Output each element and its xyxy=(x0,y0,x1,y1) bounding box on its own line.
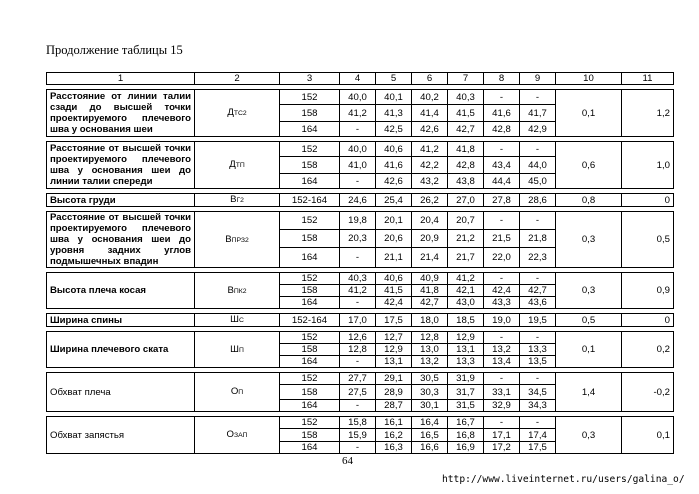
symbol-subscript: П xyxy=(238,346,244,354)
difference-cell: 0 xyxy=(622,314,674,327)
symbol-subscript: ПК2 xyxy=(233,287,247,295)
symbol-subscript: С xyxy=(238,317,244,324)
table-caption: Продолжение таблицы 15 xyxy=(46,43,183,57)
measurement-name: Высота груди xyxy=(47,194,195,207)
measurement-symbol: ВПК2 xyxy=(195,273,280,309)
value-cell: - xyxy=(340,297,376,309)
value-cell: - xyxy=(340,356,376,368)
measurement-name: Высота плеча косая xyxy=(47,273,195,309)
value-cell: 43,0 xyxy=(448,297,484,309)
value-cell: - xyxy=(520,90,556,105)
source-url: http://www.liveinternet.ru/users/galina_o/ xyxy=(442,474,685,485)
value-cell: 13,0 xyxy=(412,344,448,356)
height-cell: 158 xyxy=(280,105,340,122)
value-cell: 42,2 xyxy=(412,157,448,174)
value-cell: 20,7 xyxy=(448,212,484,230)
value-cell: 21,2 xyxy=(448,229,484,247)
interval-cell: 0,1 xyxy=(556,90,622,137)
interval-cell: 0,3 xyxy=(556,273,622,309)
measurement-name: Расстояние от линии талии сзади до высшей точки проектируемого плечевого шва у основания шеи xyxy=(47,90,195,137)
value-cell: 15,8 xyxy=(340,417,376,429)
value-cell: 42,7 xyxy=(448,122,484,137)
value-cell: 42,8 xyxy=(484,122,520,137)
interval-cell: 0,1 xyxy=(556,332,622,368)
height-cell: 164 xyxy=(280,247,340,267)
header-cell: 8 xyxy=(484,73,520,85)
value-cell: 13,1 xyxy=(376,356,412,368)
value-cell: 21,7 xyxy=(448,247,484,267)
value-cell: 16,8 xyxy=(448,429,484,442)
value-cell: 40,1 xyxy=(376,90,412,105)
measurement-symbol: ВПРЗ2 xyxy=(195,212,280,268)
header-cell: 1 xyxy=(47,73,195,85)
height-cell: 152 xyxy=(280,373,340,385)
value-cell: 41,5 xyxy=(448,105,484,122)
header-cell: 6 xyxy=(412,73,448,85)
difference-cell: -0,2 xyxy=(622,373,674,412)
symbol-subscript: ЗАП xyxy=(234,432,248,439)
value-cell: 40,0 xyxy=(340,142,376,157)
measurement-symbol: ШС xyxy=(195,314,280,327)
value-cell: - xyxy=(340,400,376,412)
value-cell: 13,4 xyxy=(484,356,520,368)
height-cell: 152 xyxy=(280,417,340,429)
value-cell: 19,0 xyxy=(484,314,520,327)
interval-cell: 0,5 xyxy=(556,314,622,327)
value-cell: 32,9 xyxy=(484,400,520,412)
value-cell: 41,8 xyxy=(448,142,484,157)
header-cell: 10 xyxy=(556,73,622,85)
header-row xyxy=(47,73,674,85)
value-cell: 15,9 xyxy=(340,429,376,442)
value-cell: 21,4 xyxy=(412,247,448,267)
value-cell: 16,2 xyxy=(376,429,412,442)
height-cell: 164 xyxy=(280,297,340,309)
value-cell: 41,2 xyxy=(448,273,484,285)
value-cell: 43,4 xyxy=(484,157,520,174)
value-cell: 27,8 xyxy=(484,194,520,207)
value-cell: 28,6 xyxy=(520,194,556,207)
value-cell: 12,8 xyxy=(412,332,448,344)
value-cell: 13,3 xyxy=(520,344,556,356)
value-cell: 40,6 xyxy=(376,273,412,285)
measurement-name: Ширина плечевого ската xyxy=(47,332,195,368)
height-cell: 158 xyxy=(280,385,340,400)
symbol-subscript: ПРЗ2 xyxy=(231,236,249,244)
table-row xyxy=(47,273,674,285)
value-cell: - xyxy=(484,373,520,385)
value-cell: 44,4 xyxy=(484,174,520,189)
value-cell: - xyxy=(520,212,556,230)
height-cell: 152 xyxy=(280,332,340,344)
value-cell: 41,6 xyxy=(484,105,520,122)
difference-cell: 0,2 xyxy=(622,332,674,368)
value-cell: 43,3 xyxy=(484,297,520,309)
value-cell: 17,1 xyxy=(484,429,520,442)
value-cell: 13,5 xyxy=(520,356,556,368)
value-cell: 28,9 xyxy=(376,385,412,400)
value-cell: 12,7 xyxy=(376,332,412,344)
value-cell: 13,2 xyxy=(484,344,520,356)
value-cell: 12,9 xyxy=(448,332,484,344)
value-cell: 25,4 xyxy=(376,194,412,207)
value-cell: - xyxy=(340,442,376,454)
table-row xyxy=(47,90,674,105)
value-cell: 43,6 xyxy=(520,297,556,309)
value-cell: 31,9 xyxy=(448,373,484,385)
header-cell: 11 xyxy=(622,73,674,85)
interval-cell: 0,8 xyxy=(556,194,622,207)
symbol-subscript: Г2 xyxy=(236,197,244,204)
value-cell: 20,3 xyxy=(340,229,376,247)
height-cell: 158 xyxy=(280,157,340,174)
value-cell: 20,9 xyxy=(412,229,448,247)
difference-cell: 1,0 xyxy=(622,142,674,189)
value-cell: - xyxy=(484,332,520,344)
value-cell: 28,7 xyxy=(376,400,412,412)
value-cell: 43,2 xyxy=(412,174,448,189)
header-cell: 3 xyxy=(280,73,340,85)
difference-cell: 0,9 xyxy=(622,273,674,309)
value-cell: 16,9 xyxy=(448,442,484,454)
table-body xyxy=(47,85,674,454)
value-cell: 42,4 xyxy=(376,297,412,309)
value-cell: 27,0 xyxy=(448,194,484,207)
measurement-symbol: ОП xyxy=(195,373,280,412)
value-cell: 42,9 xyxy=(520,122,556,137)
value-cell: 42,4 xyxy=(484,285,520,297)
value-cell: 42,5 xyxy=(376,122,412,137)
value-cell: 13,3 xyxy=(448,356,484,368)
value-cell: 31,5 xyxy=(448,400,484,412)
value-cell: 20,6 xyxy=(376,229,412,247)
height-cell: 158 xyxy=(280,429,340,442)
value-cell: 16,6 xyxy=(412,442,448,454)
value-cell: 42,1 xyxy=(448,285,484,297)
measurement-name: Расстояние от высшей точки проектируемого плечевого шва у основания шеи до уровня задних углов подмышечных впадин xyxy=(47,212,195,268)
value-cell: 19,5 xyxy=(520,314,556,327)
measurement-name: Обхват запястья xyxy=(47,417,195,454)
measurement-symbol: ВГ2 xyxy=(195,194,280,207)
value-cell: 16,7 xyxy=(448,417,484,429)
value-cell: 12,6 xyxy=(340,332,376,344)
value-cell: 40,2 xyxy=(412,90,448,105)
value-cell: 41,3 xyxy=(376,105,412,122)
value-cell: - xyxy=(520,373,556,385)
value-cell: 21,1 xyxy=(376,247,412,267)
table-row xyxy=(47,194,674,207)
value-cell: - xyxy=(484,212,520,230)
value-cell: 21,5 xyxy=(484,229,520,247)
value-cell: 18,0 xyxy=(412,314,448,327)
value-cell: - xyxy=(340,122,376,137)
height-cell: 164 xyxy=(280,400,340,412)
value-cell: - xyxy=(520,332,556,344)
table-row xyxy=(47,212,674,230)
value-cell: 41,2 xyxy=(412,142,448,157)
measurement-name: Расстояние от высшей точки проектируемого плечевого шва у основания шеи до линии талии спереди xyxy=(47,142,195,189)
value-cell: 30,3 xyxy=(412,385,448,400)
value-cell: 19,8 xyxy=(340,212,376,230)
value-cell: 22,0 xyxy=(484,247,520,267)
value-cell: 41,2 xyxy=(340,105,376,122)
header-cell: 4 xyxy=(340,73,376,85)
height-cell: 158 xyxy=(280,229,340,247)
interval-cell: 1,4 xyxy=(556,373,622,412)
value-cell: 30,5 xyxy=(412,373,448,385)
interval-cell: 0,6 xyxy=(556,142,622,189)
value-cell: - xyxy=(340,174,376,189)
value-cell: 20,4 xyxy=(412,212,448,230)
value-cell: 34,5 xyxy=(520,385,556,400)
value-cell: 16,5 xyxy=(412,429,448,442)
value-cell: - xyxy=(340,247,376,267)
measurements-table xyxy=(46,72,674,454)
value-cell: 41,8 xyxy=(412,285,448,297)
value-cell: 42,8 xyxy=(448,157,484,174)
value-cell: - xyxy=(520,417,556,429)
header-cell: 5 xyxy=(376,73,412,85)
value-cell: 40,9 xyxy=(412,273,448,285)
height-cell: 152-164 xyxy=(280,194,340,207)
value-cell: 12,9 xyxy=(376,344,412,356)
measurement-name: Ширина спины xyxy=(47,314,195,327)
value-cell: 43,8 xyxy=(448,174,484,189)
page-number: 64 xyxy=(342,455,353,467)
difference-cell: 1,2 xyxy=(622,90,674,137)
height-cell: 152 xyxy=(280,90,340,105)
value-cell: 16,4 xyxy=(412,417,448,429)
height-cell: 152-164 xyxy=(280,314,340,327)
value-cell: 12,8 xyxy=(340,344,376,356)
value-cell: - xyxy=(484,273,520,285)
symbol-subscript: ТС2 xyxy=(233,110,247,117)
value-cell: 20,1 xyxy=(376,212,412,230)
value-cell: 22,3 xyxy=(520,247,556,267)
value-cell: 41,5 xyxy=(376,285,412,297)
height-cell: 152 xyxy=(280,142,340,157)
height-cell: 164 xyxy=(280,356,340,368)
value-cell: 41,6 xyxy=(376,157,412,174)
value-cell: 30,1 xyxy=(412,400,448,412)
difference-cell: 0,5 xyxy=(622,212,674,268)
interval-cell: 0,3 xyxy=(556,212,622,268)
value-cell: - xyxy=(520,273,556,285)
value-cell: 40,6 xyxy=(376,142,412,157)
measurement-name: Обхват плеча xyxy=(47,373,195,412)
value-cell: 41,2 xyxy=(340,285,376,297)
value-cell: 24,6 xyxy=(340,194,376,207)
height-cell: 158 xyxy=(280,285,340,297)
table-row xyxy=(47,332,674,344)
value-cell: 34,3 xyxy=(520,400,556,412)
value-cell: 33,1 xyxy=(484,385,520,400)
header-cell: 9 xyxy=(520,73,556,85)
value-cell: - xyxy=(484,142,520,157)
value-cell: 27,5 xyxy=(340,385,376,400)
difference-cell: 0,1 xyxy=(622,417,674,454)
height-cell: 152 xyxy=(280,212,340,230)
height-cell: 152 xyxy=(280,273,340,285)
value-cell: - xyxy=(484,90,520,105)
interval-cell: 0,3 xyxy=(556,417,622,454)
value-cell: 17,4 xyxy=(520,429,556,442)
table-row xyxy=(47,142,674,157)
value-cell: 17,2 xyxy=(484,442,520,454)
symbol-subscript: ТП xyxy=(235,162,245,169)
value-cell: 40,0 xyxy=(340,90,376,105)
value-cell: 21,8 xyxy=(520,229,556,247)
value-cell: 17,5 xyxy=(376,314,412,327)
value-cell: 31,7 xyxy=(448,385,484,400)
height-cell: 164 xyxy=(280,122,340,137)
value-cell: 44,0 xyxy=(520,157,556,174)
table-row xyxy=(47,373,674,385)
value-cell: 16,1 xyxy=(376,417,412,429)
measurement-symbol: ДТП xyxy=(195,142,280,189)
value-cell: 40,3 xyxy=(340,273,376,285)
value-cell: 41,0 xyxy=(340,157,376,174)
table-row xyxy=(47,417,674,429)
value-cell: 42,6 xyxy=(412,122,448,137)
value-cell: 26,2 xyxy=(412,194,448,207)
value-cell: 42,6 xyxy=(376,174,412,189)
value-cell: 29,1 xyxy=(376,373,412,385)
value-cell: - xyxy=(484,417,520,429)
value-cell: 42,7 xyxy=(412,297,448,309)
header-cell: 7 xyxy=(448,73,484,85)
value-cell: 13,2 xyxy=(412,356,448,368)
measurement-symbol: ОЗАП xyxy=(195,417,280,454)
value-cell: - xyxy=(520,142,556,157)
value-cell: 17,5 xyxy=(520,442,556,454)
value-cell: 41,4 xyxy=(412,105,448,122)
measurement-symbol: ШП xyxy=(195,332,280,368)
height-cell: 164 xyxy=(280,174,340,189)
value-cell: 41,7 xyxy=(520,105,556,122)
value-cell: 27,7 xyxy=(340,373,376,385)
value-cell: 17,0 xyxy=(340,314,376,327)
value-cell: 18,5 xyxy=(448,314,484,327)
measurement-symbol: ДТС2 xyxy=(195,90,280,137)
value-cell: 42,7 xyxy=(520,285,556,297)
symbol-subscript: П xyxy=(238,389,244,396)
header-cell: 2 xyxy=(195,73,280,85)
value-cell: 16,3 xyxy=(376,442,412,454)
value-cell: 13,1 xyxy=(448,344,484,356)
value-cell: 45,0 xyxy=(520,174,556,189)
height-cell: 158 xyxy=(280,344,340,356)
value-cell: 40,3 xyxy=(448,90,484,105)
height-cell: 164 xyxy=(280,442,340,454)
difference-cell: 0 xyxy=(622,194,674,207)
table-row xyxy=(47,314,674,327)
